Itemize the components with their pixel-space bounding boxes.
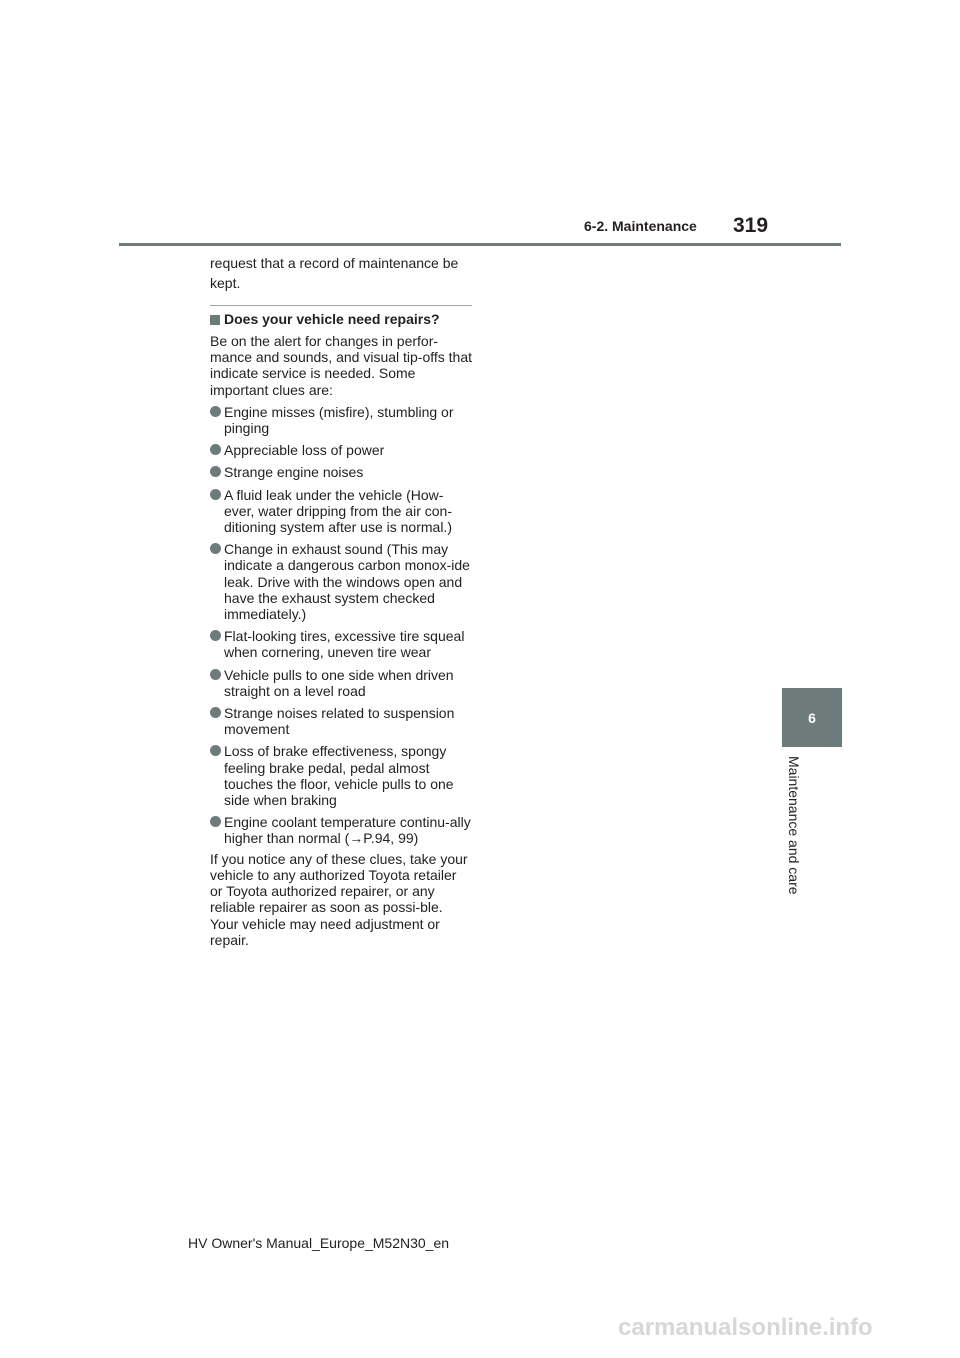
round-bullet-icon	[210, 669, 221, 680]
chapter-tab[interactable]	[782, 688, 842, 747]
continuation-text: request that a record of maintenance be kept.	[210, 255, 459, 291]
list-item	[210, 541, 472, 622]
clue-list	[210, 404, 472, 847]
list-item-text: Flat-looking tires, excessive tire squeal when cornering, uneven tire wear	[224, 628, 465, 661]
chapter-title: Maintenance and care	[786, 756, 802, 895]
list-item	[210, 814, 472, 846]
subheading	[210, 310, 472, 329]
closing-paragraph: If you notice any of these clues, take your vehicle to any authorized Toyota retailer or Toyota authorized repairer, or any reliable repairer as soon as possi-ble. Your vehicle may need adjustment or repair.	[210, 850, 468, 948]
list-item	[210, 628, 472, 660]
section-divider	[210, 305, 472, 306]
list-item-text: Strange engine noises	[224, 464, 364, 481]
main-content	[210, 254, 472, 948]
footer-text: HV Owner's Manual_Europe_M52N30_en	[188, 1235, 450, 1251]
round-bullet-icon	[210, 707, 221, 718]
list-item	[210, 667, 472, 699]
watermark: carmanualsonline.info	[618, 1314, 873, 1341]
page-number: 319	[733, 214, 769, 237]
round-bullet-icon	[210, 466, 221, 477]
round-bullet-icon	[210, 444, 221, 455]
list-item	[210, 705, 472, 737]
round-bullet-icon	[210, 630, 221, 641]
list-item	[210, 487, 472, 536]
square-bullet-icon	[210, 315, 220, 325]
header-rule	[119, 243, 841, 246]
list-item-text: Strange noises related to suspension movement	[224, 705, 455, 738]
section-title: 6-2. Maintenance	[584, 218, 697, 234]
list-item-text: Change in exhaust sound (This may indicate a dangerous carbon monox-ide leak. Drive with the windows open and have the exhaust system checked immediately.)	[224, 541, 470, 623]
list-item-text: Loss of brake effectiveness, spongy feeling brake pedal, pedal almost touches the floor, vehicle pulls to one side when braking	[224, 743, 454, 809]
subheading-text: Does your vehicle need repairs?	[224, 311, 440, 327]
round-bullet-icon	[210, 745, 221, 756]
list-item-text: Appreciable loss of power	[224, 442, 385, 459]
list-item-text: A fluid leak under the vehicle (How-ever, water dripping from the air con-ditioning system after use is normal.)	[224, 486, 452, 536]
round-bullet-icon	[210, 489, 221, 500]
chapter-number: 6	[808, 709, 816, 726]
list-item	[210, 743, 472, 808]
list-item-text: Engine misses (misfire), stumbling or pinging	[224, 403, 454, 437]
intro-paragraph: Be on the alert for changes in perfor-mance and sounds, and visual tip-offs that indicate service is needed. Some important clues are:	[210, 333, 473, 398]
round-bullet-icon	[210, 816, 221, 827]
list-item	[210, 404, 472, 436]
list-item-text: Engine coolant temperature continu-ally higher than normal (→P.94, 99)	[224, 814, 471, 847]
round-bullet-icon	[210, 543, 221, 554]
round-bullet-icon	[210, 406, 221, 417]
list-item	[210, 464, 472, 480]
list-item	[210, 442, 472, 458]
list-item-text: Vehicle pulls to one side when driven straight on a level road	[224, 666, 454, 699]
